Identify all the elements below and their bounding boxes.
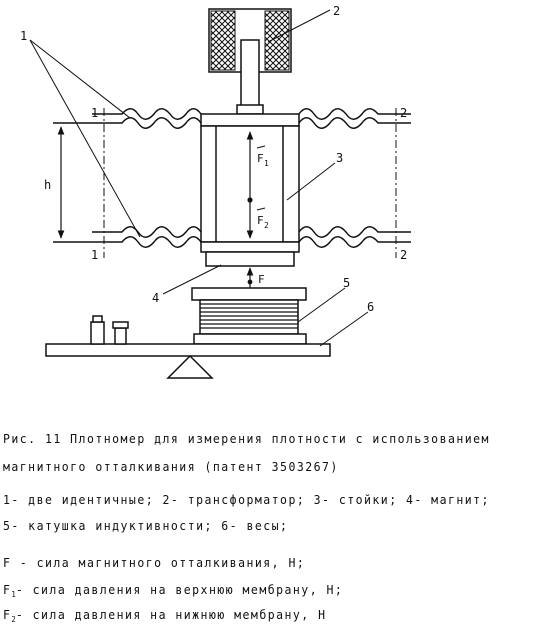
label-5: 5 [343, 276, 351, 290]
label-f1-sub: 1 [264, 159, 269, 168]
label-section-2-upper: 2 [400, 106, 408, 120]
caption-line-3: 1- две идентичные; 2- трансформатор; 3- стойки; 4- магнит; [3, 492, 490, 507]
upper-plate [201, 114, 299, 126]
label-6: 6 [367, 300, 375, 314]
caption-line-7-text: - сила давления на нижнюю мембрану, Н [15, 607, 327, 622]
label-section-1-lower: 1 [91, 248, 99, 262]
label-1-top: 1 [20, 29, 28, 43]
lower-plate [201, 242, 299, 252]
caption-line-5: F - сила магнитного отталкивания, Н; [3, 555, 306, 570]
label-2-top: 2 [333, 4, 341, 18]
label-h: h [44, 178, 52, 192]
label-3: 3 [336, 151, 344, 165]
caption-line-6 [3, 582, 343, 603]
label-f: F [258, 273, 265, 286]
caption-line-1: Рис. 11 Плотномер для измерения плотности с использованием [3, 431, 490, 446]
caption-line-2: магнитного отталкивания (патент 3503267) [3, 459, 339, 474]
caption-line-7 [3, 607, 326, 628]
magnet [206, 252, 294, 266]
caption-line-4: 5- катушка индуктивности; 6- весы; [3, 518, 289, 533]
caption-line-6-letter: F [3, 582, 12, 597]
label-section-2-lower: 2 [400, 248, 408, 262]
caption-line-7-letter: F [3, 607, 12, 622]
label-f2: F [257, 214, 264, 227]
label-4: 4 [152, 291, 160, 305]
caption-line-7-sub: 2 [11, 615, 16, 624]
inductance-coil [192, 288, 306, 344]
caption-line-6-sub: 1 [11, 590, 16, 599]
caption-line-6-text: - сила давления на верхнюю мембрану, Н; [15, 582, 344, 597]
label-f2-sub: 2 [264, 221, 269, 230]
label-section-1-upper: 1 [91, 106, 99, 120]
transformer [209, 9, 291, 114]
label-f1: F [257, 152, 264, 165]
